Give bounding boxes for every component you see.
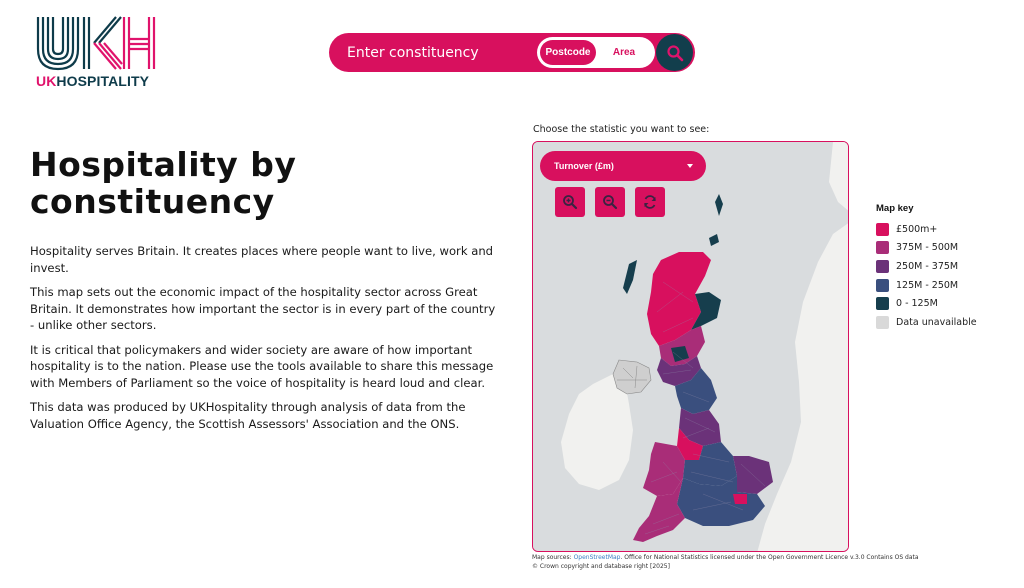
reset-map-button[interactable] bbox=[635, 187, 665, 217]
attribution-licence: . Office for National Statistics licensed under the Open Government Licence v.3.0 Contains OS data bbox=[620, 554, 919, 561]
chevron-down-icon bbox=[687, 164, 693, 168]
logo-wordmark-hospitality: HOSPITALITY bbox=[56, 73, 150, 89]
legend-swatch bbox=[876, 297, 889, 310]
legend-label: 250M - 375M bbox=[896, 260, 959, 272]
legend-item bbox=[876, 239, 977, 258]
legend-label: 375M - 500M bbox=[896, 242, 959, 254]
intro-paragraph: This data was produced by UKHospitality through analysis of data from the Valuation Office Agency, the Scottish Assessors' Association and the ONS. bbox=[30, 400, 466, 431]
constituency-search-input[interactable] bbox=[347, 33, 537, 72]
statistic-prompt: Choose the statistic you want to see: bbox=[533, 124, 710, 135]
legend-swatch bbox=[876, 260, 889, 273]
zoom-in-button[interactable] bbox=[555, 187, 585, 217]
legend-label: £500m+ bbox=[896, 223, 938, 235]
intro-text bbox=[30, 243, 500, 440]
legend-item bbox=[876, 220, 977, 239]
page-title: Hospitality by constituency bbox=[30, 145, 297, 221]
statistic-selected-label: Turnover (£m) bbox=[554, 161, 614, 171]
logo-wordmark bbox=[36, 73, 149, 89]
london-region[interactable] bbox=[733, 494, 747, 504]
constituency-map[interactable] bbox=[532, 141, 849, 552]
area-mode-button[interactable]: Area bbox=[596, 40, 652, 65]
zoom-in-icon bbox=[562, 194, 578, 210]
legend-item bbox=[876, 257, 977, 276]
ukhospitality-logo[interactable] bbox=[36, 15, 158, 91]
zoom-out-button[interactable] bbox=[595, 187, 625, 217]
uk-monogram-icon bbox=[36, 15, 158, 71]
intro-paragraph: It is critical that policymakers and wider society are aware of how important hospitality is to the nation. Please use the tools available to share this message with Members of Parliament so the voice of hospitality is heard loud and clear. bbox=[30, 342, 494, 390]
search-icon bbox=[666, 44, 684, 62]
legend-label: 0 - 125M bbox=[896, 298, 938, 310]
legend-item bbox=[876, 294, 977, 313]
statistic-dropdown[interactable] bbox=[540, 151, 706, 181]
legend-swatch bbox=[876, 223, 889, 236]
logo-wordmark-uk: UK bbox=[36, 73, 57, 89]
map-key-title: Map key bbox=[876, 203, 914, 214]
search-mode-toggle bbox=[537, 37, 655, 68]
legend-swatch bbox=[876, 279, 889, 292]
legend-item bbox=[876, 276, 977, 295]
legend-swatch bbox=[876, 241, 889, 254]
constituency-search-bar bbox=[329, 33, 695, 72]
map-attribution bbox=[532, 554, 932, 571]
attribution-prefix: Map sources: bbox=[532, 554, 574, 561]
intro-paragraph: This map sets out the economic impact of the hospitality sector across Great Britain. It demonstrates how important the sector is in every part of the country - unlike other sectors. bbox=[30, 285, 496, 332]
zoom-out-icon bbox=[602, 194, 618, 210]
openstreetmap-link[interactable]: OpenStreetMap bbox=[573, 554, 621, 561]
legend-label: 125M - 250M bbox=[896, 279, 959, 291]
refresh-icon bbox=[642, 194, 658, 210]
intro-paragraph: Hospitality serves Britain. It creates places where people want to live, work and invest. bbox=[30, 244, 494, 275]
search-button[interactable] bbox=[656, 34, 693, 71]
legend-item bbox=[876, 313, 977, 332]
map-key bbox=[876, 220, 977, 332]
legend-swatch bbox=[876, 316, 889, 329]
legend-label: Data unavailable bbox=[896, 316, 977, 328]
postcode-mode-button[interactable]: Postcode bbox=[540, 40, 596, 65]
attribution-copyright: © Crown copyright and database right [2025] bbox=[532, 562, 670, 570]
